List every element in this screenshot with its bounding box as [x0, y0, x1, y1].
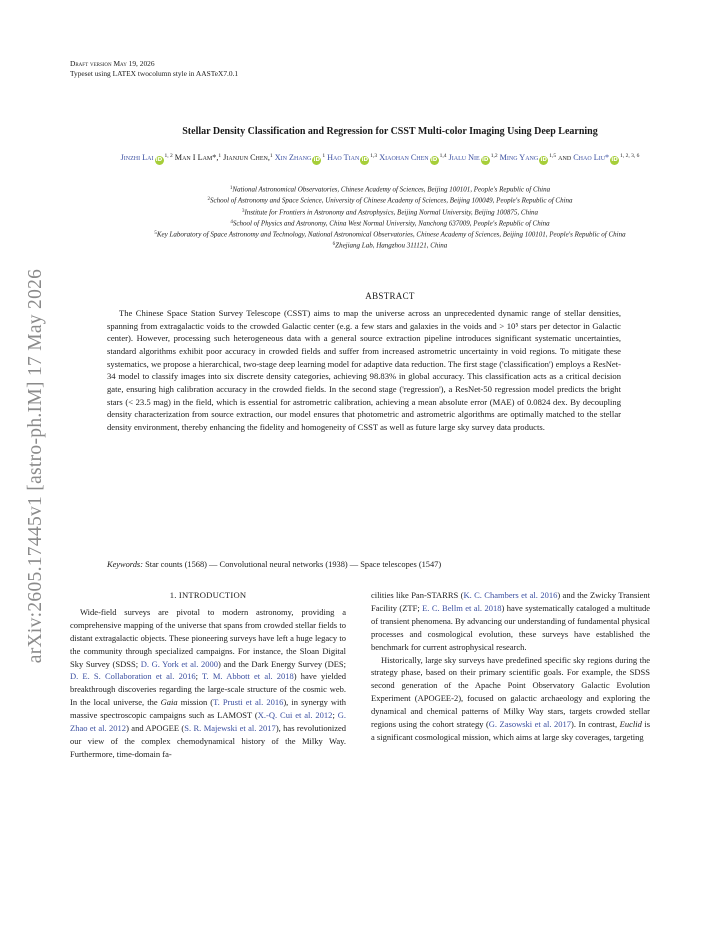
author: [379, 153, 446, 162]
orcid-icon[interactable]: iD: [361, 157, 369, 163]
left-column: [70, 589, 346, 761]
affiliation: [60, 229, 720, 240]
author-name[interactable]: Xin Zhang: [274, 153, 312, 162]
author-name[interactable]: Ming Yang: [499, 153, 539, 162]
affiliation-number: 6: [332, 242, 336, 248]
affiliation-number: 2: [207, 197, 210, 203]
citation-link[interactable]: G. Zasowski et al. 2017: [488, 719, 572, 730]
draft-version-line: Draft version May 19, 2026: [70, 59, 155, 68]
author: [327, 153, 377, 162]
intro-paragraph-1: Wide-field surveys are pivotal to modern astronomy, providing a comprehensive mapping of the universe that spans from crowded stellar fields to distant extragalactic objects. These pioneering surveys have left a huge legacy to the community through specialized campaigns. For instance, the Sloan Digital Sky Survey (SDSS; D. G. York et al. 2000) and the Dark Energy Survey (DES; D. E. S. Collaboration et al. 2016; T. M. Abbott et al. 2018) have yielded breakthrough discoveries regarding the large-scale structure of the cosmic web. In the local universe, the Gaia mission (T. Prusti et al. 2016), in synergy with massive spectroscopic campaigns such as LAMOST (X.-Q. Cui et al. 2012; G. Zhao et al. 2012) and APOGEE (S. R. Majewski et al. 2017), has revolutionized our view of the complex chemodynamical history of the Milky Way. Furthermore, time-domain fa-: [70, 606, 347, 759]
paper-title: Stellar Density Classification and Regression for CSST Multi-color Imaging Using Deep Learning: [182, 126, 598, 137]
orcid-icon[interactable]: iD: [313, 157, 321, 163]
right-column: [371, 589, 650, 744]
affiliation: [60, 207, 720, 218]
citation-link[interactable]: T. Prusti et al. 2016: [213, 697, 284, 708]
affiliation-text: Key Laboratory of Space Astronomy and Technology, National Astronomical Observatories, Chinese Academy of Sciences, Beijing 100101, People's Republic of China: [156, 230, 626, 239]
author: [275, 153, 325, 162]
author: [573, 153, 639, 162]
intro-paragraph-1-continued: cilities like Pan-STARRS (K. C. Chambers et al. 2016) and the Zwicky Transient Facility (ZTF; E. C. Bellm et al. 2018) have systematically cataloged a multitude of transient phenomena. By advancing our understanding of fundamental physical processes and cosmological evolution, these surveys have established the benchmark for current astrophysical research.: [371, 590, 651, 652]
orcid-icon[interactable]: iD: [430, 157, 438, 163]
author: [449, 153, 498, 162]
author-name[interactable]: Chao Liu*: [573, 153, 610, 162]
abstract-text: The Chinese Space Station Survey Telescope (CSST) aims to map the universe across an unprecedented dynamic range of stellar densities, spanning from extragalactic voids to the crowded Galactic center (e.g. a few stars and galaxies in the voids and > 10⁵ stars per detector in Galactic center). However, processing such heterogeneous data with a general source extraction pipeline introduces significant systematic uncertainties, standard algorithms exhibit poor accuracy in crowded fields and suffer from increased astrometric uncertainty in void regions. To mitigate these systematics, we propose a hierarchical, two-stage deep learning model for adaptive data reduction. The first stage ('classification') employs a ResNet-34 model to classify images into six discrete density categories, achieving 98.83% in global accuracy. This classification acts as a critical decision gate, ensuring high calibration accuracy in the crowded fields. In the second stage ('regression'), a ResNet-50 regression model predicts the bright stars (< 23.5 mag) in the field, which is essential for astrometric calibration, achieving a mean absolute error (MAE) of 0.0824 dex. By decoupling density characterization from source extraction, our model ensures that photometric and astrometric algorithms are optimally matched to the stellar density environment, thereby enhancing the fidelity and homogeneity of CSST as well as future large sky survey data products.: [107, 308, 621, 432]
affiliation-list: [60, 184, 720, 252]
author-name[interactable]: Jinzhi Lai: [120, 153, 154, 162]
author: [175, 153, 221, 162]
affiliation-text: School of Physics and Astronomy, China West Normal University, Nanchong 637009, People's Republic of China: [232, 219, 550, 228]
author-affiliation-number: 1, 2, 3, 6: [620, 153, 640, 159]
author: [121, 153, 173, 162]
author-affiliation-number: 1: [322, 153, 326, 159]
citation-link[interactable]: E. C. Bellm et al. 2018: [422, 602, 502, 613]
affiliation: [60, 218, 720, 229]
preamble: [70, 59, 238, 79]
affiliation-number: 3: [241, 208, 245, 214]
abstract-heading: ABSTRACT: [365, 291, 415, 301]
affiliation-number: 4: [230, 219, 233, 225]
author-affiliation-number: 1,5: [549, 153, 557, 159]
citation-link[interactable]: T. M. Abbott et al. 2018: [201, 671, 294, 682]
author-name[interactable]: Jialu Nie: [448, 153, 480, 162]
arxiv-sidebar: [0, 0, 60, 932]
orcid-icon[interactable]: iD: [540, 157, 547, 163]
affiliation: [60, 195, 720, 206]
keywords-text: Star counts (1568) — Convolutional neural networks (1938) — Space telescopes (1547): [145, 560, 442, 569]
author-name: Jianjun Chen,: [223, 153, 270, 162]
citation-link[interactable]: S. R. Majewski et al. 2017: [184, 723, 276, 734]
author: [223, 153, 273, 162]
citation-link[interactable]: D. G. York et al. 2000: [140, 658, 219, 669]
intro-paragraph-2: Historically, large sky surveys have predefined specific sky regions during the strategy phase, based on their primary scientific goals. For example, the SDSS second generation of the Apache Point Observatory Galactic Evolution Experiment (APOGEE-2), focused on galactic archaeology and exploring the dynamical and chemical patterns of Milky Way stars, targets crowded stellar regions using the cohort strategy (G. Zasowski et al. 2017). In contrast, Euclid is a significant cosmological mission, which aims at large sky coverages, targeting: [371, 654, 650, 742]
affiliation-number: 5: [154, 231, 157, 237]
author: [558, 153, 571, 162]
introduction-heading: 1. INTRODUCTION: [169, 590, 247, 600]
typeset-line: Typeset using LATEX twocolumn style in AASTeX7.0.1: [70, 69, 239, 78]
keywords-label: Keywords:: [107, 560, 143, 569]
author-name: Man I Lam*,: [174, 153, 219, 162]
author-name[interactable]: Xiaohan Chen: [379, 153, 429, 162]
arxiv-identifier: arXiv:2605.17445v1 [astro-ph.IM] 17 May 2026: [25, 268, 46, 664]
author: [500, 153, 556, 162]
author-affiliation-number: 1, 2: [164, 153, 173, 159]
author-name: and: [558, 153, 572, 162]
keywords: [107, 560, 621, 569]
citation-link[interactable]: K. C. Chambers et al. 2016: [463, 590, 558, 600]
citation-link[interactable]: X.-Q. Cui et al. 2012: [257, 710, 333, 721]
affiliation: [60, 240, 720, 251]
citation-link[interactable]: G. Zhao et al. 2012: [70, 710, 346, 734]
orcid-icon[interactable]: iD: [481, 157, 489, 163]
author-list: [40, 150, 720, 165]
author-affiliation-number: 1,4: [439, 153, 447, 159]
orcid-icon[interactable]: iD: [155, 157, 163, 163]
orcid-icon[interactable]: iD: [611, 157, 618, 163]
author-affiliation-number: 1,2: [490, 153, 498, 159]
author-affiliation-number: 1,3: [370, 153, 378, 159]
affiliation-text: School of Astronomy and Space Science, University of Chinese Academy of Sciences, Beijing 100049, People's Republic of China: [209, 196, 573, 205]
citation-link[interactable]: D. E. S. Collaboration et al. 2016: [70, 671, 196, 682]
affiliation-text: National Astronomical Observatories, Chinese Academy of Sciences, Beijing 100101, People's Republic of China: [232, 185, 551, 194]
affiliation-number: 1: [229, 186, 233, 191]
affiliation-text: Institute for Frontiers in Astronomy and Astrophysics, Beijing Normal University, Beijing 100875, China: [244, 208, 539, 217]
author-name[interactable]: Hao Tian: [327, 153, 360, 162]
author-affiliation-number: 1: [218, 153, 222, 159]
affiliation: [60, 184, 720, 195]
affiliation-text: Zhejiang Lab, Hangzhou 311121, China: [335, 241, 448, 250]
author-affiliation-number: 1: [269, 153, 273, 159]
